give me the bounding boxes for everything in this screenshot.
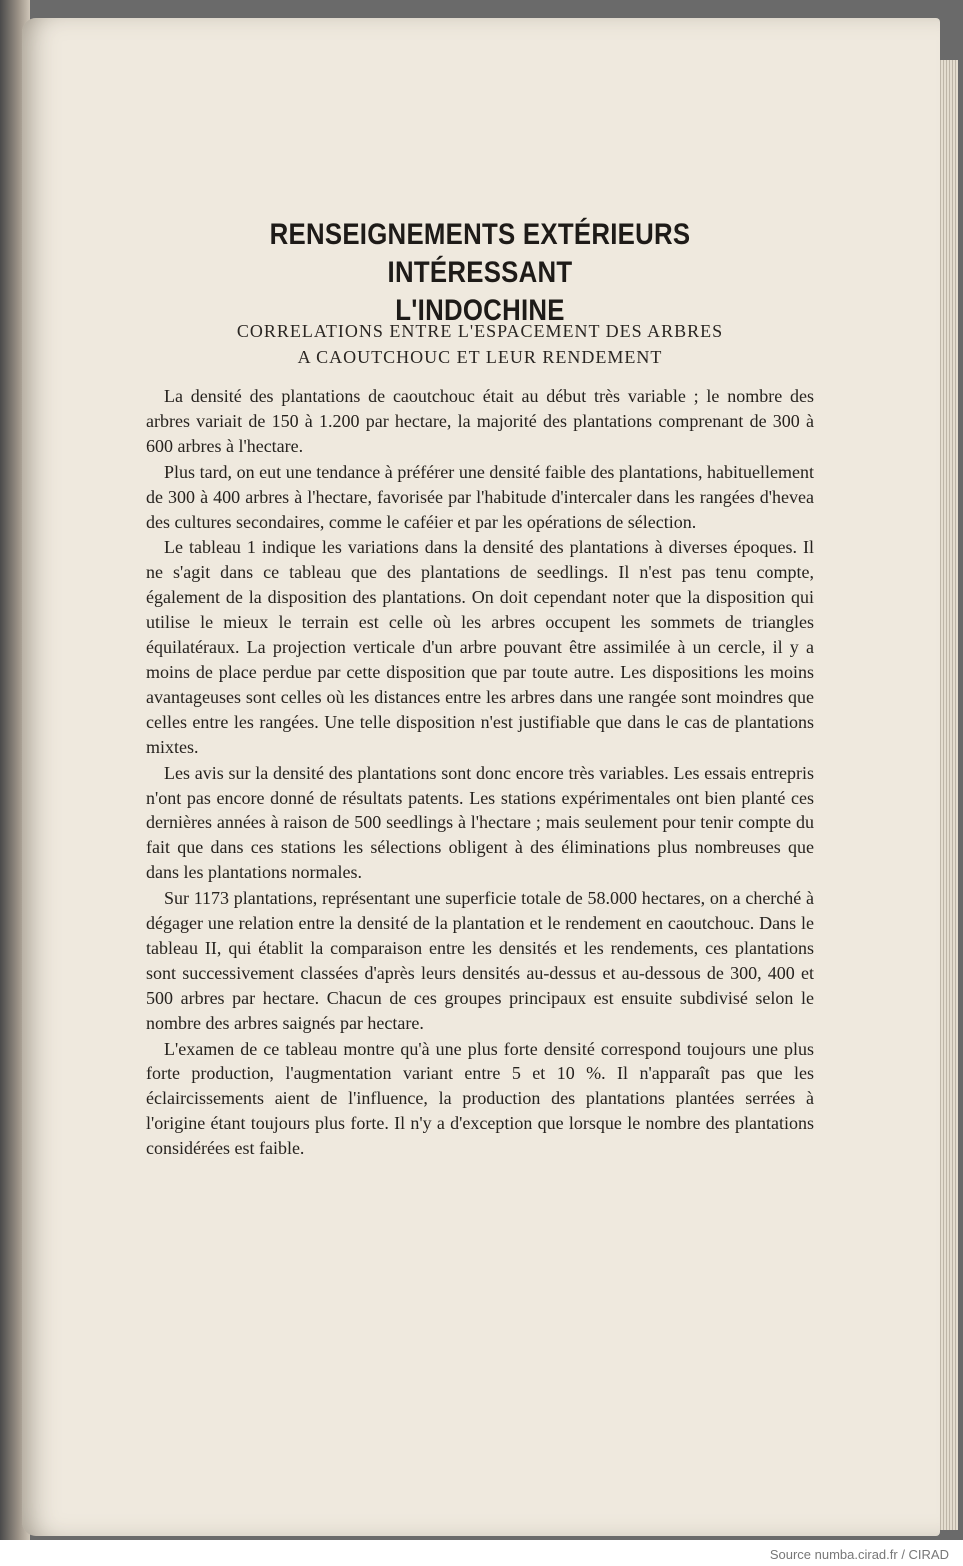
subtitle-line-1: CORRELATIONS ENTRE L'ESPACEMENT DES ARBRES (236, 321, 724, 341)
document-body (146, 384, 814, 1161)
paragraph-2: Plus tard, on eut une tendance à préférer une densité faible des plantations, habituellement de 300 à 400 arbres à l'hectare, favorisée par l'habitude d'intercaler dans les rangées d'hevea des cultures secondaires, comme le caféier et par les opérations de sélection. (146, 461, 814, 532)
paragraph-5: Sur 1173 plantations, représentant une superficie totale de 58.000 hectares, on a cherché à dégager une relation entre la densité de la plantation et le rendement en caoutchouc. Dans le tableau II, qui établit la comparaison entre les densités et les rendements, ces plantations sont successivement classées d'après leurs densités au-dessus et au-dessous de 300, 400 et 500 arbres par hectare. Chacun de ces groupes principaux est ensuite subdivisé selon le nombre des arbres saignés par hectare. (146, 888, 814, 1033)
paragraph-3: Le tableau 1 indique les variations dans la densité des plantations à diverses époques. Il ne s'agit dans ce tableau que des plantations de seedlings. Il n'est pas tenu compte, également de la disposition des plantations. On doit cependant noter que la disposition qui utilise le mieux le terrain est celle où les arbres occupent les sommets de triangles équilatéraux. La projection verticale d'un arbre pouvant être assimilée à un cercle, il y a moins de place perdue par cette disposition que par toute autre. Les dispositions les moins avantageuses sont celles où les distances entre les arbres dans une rangée sont moindres que celles entre les rangées. Une telle disposition n'est justifiable que dans le cas de plantations mixtes. (146, 537, 814, 757)
document-subtitle (180, 318, 780, 370)
paragraph-6: L'examen de ce tableau montre qu'à une plus forte densité correspond toujours une plus forte production, l'augmentation variant entre 5 et 10 %. Il n'apparaît pas que les éclaircissements aient de l'influence, la production des plantations plantées serrées à l'origine étant toujours plus forte. Il n'y a d'exception que lorsque le nombre des plantations considérées est faible. (146, 1038, 814, 1159)
title-line-2: L'INDOCHINE (395, 294, 565, 327)
source-credit: Source numba.cirad.fr / CIRAD (769, 1547, 949, 1562)
paragraph-1: La densité des plantations de caoutchouc était au début très variable ; le nombre des arbres variait de 150 à 1.200 par hectare, la majorité des plantations comprenant de 300 à 600 arbres à l'hectare. (146, 386, 814, 456)
title-line-1: RENSEIGNEMENTS EXTÉRIEURS INTÉRESSANT (269, 218, 691, 289)
subtitle-line-2: A CAOUTCHOUC ET LEUR RENDEMENT (297, 347, 663, 367)
paragraph-4: Les avis sur la densité des plantations sont donc encore très variables. Les essais entrepris n'ont pas encore donné de résultats patents. Les stations expérimentales ont bien planté ces dernières années à raison de 500 seedlings à l'hectare ; mais seulement pour tenir compte du fait que dans ces stations les sélections obligent à des éliminations plus nombreuses que dans les plantations normales. (146, 762, 814, 883)
document-title (179, 216, 781, 330)
